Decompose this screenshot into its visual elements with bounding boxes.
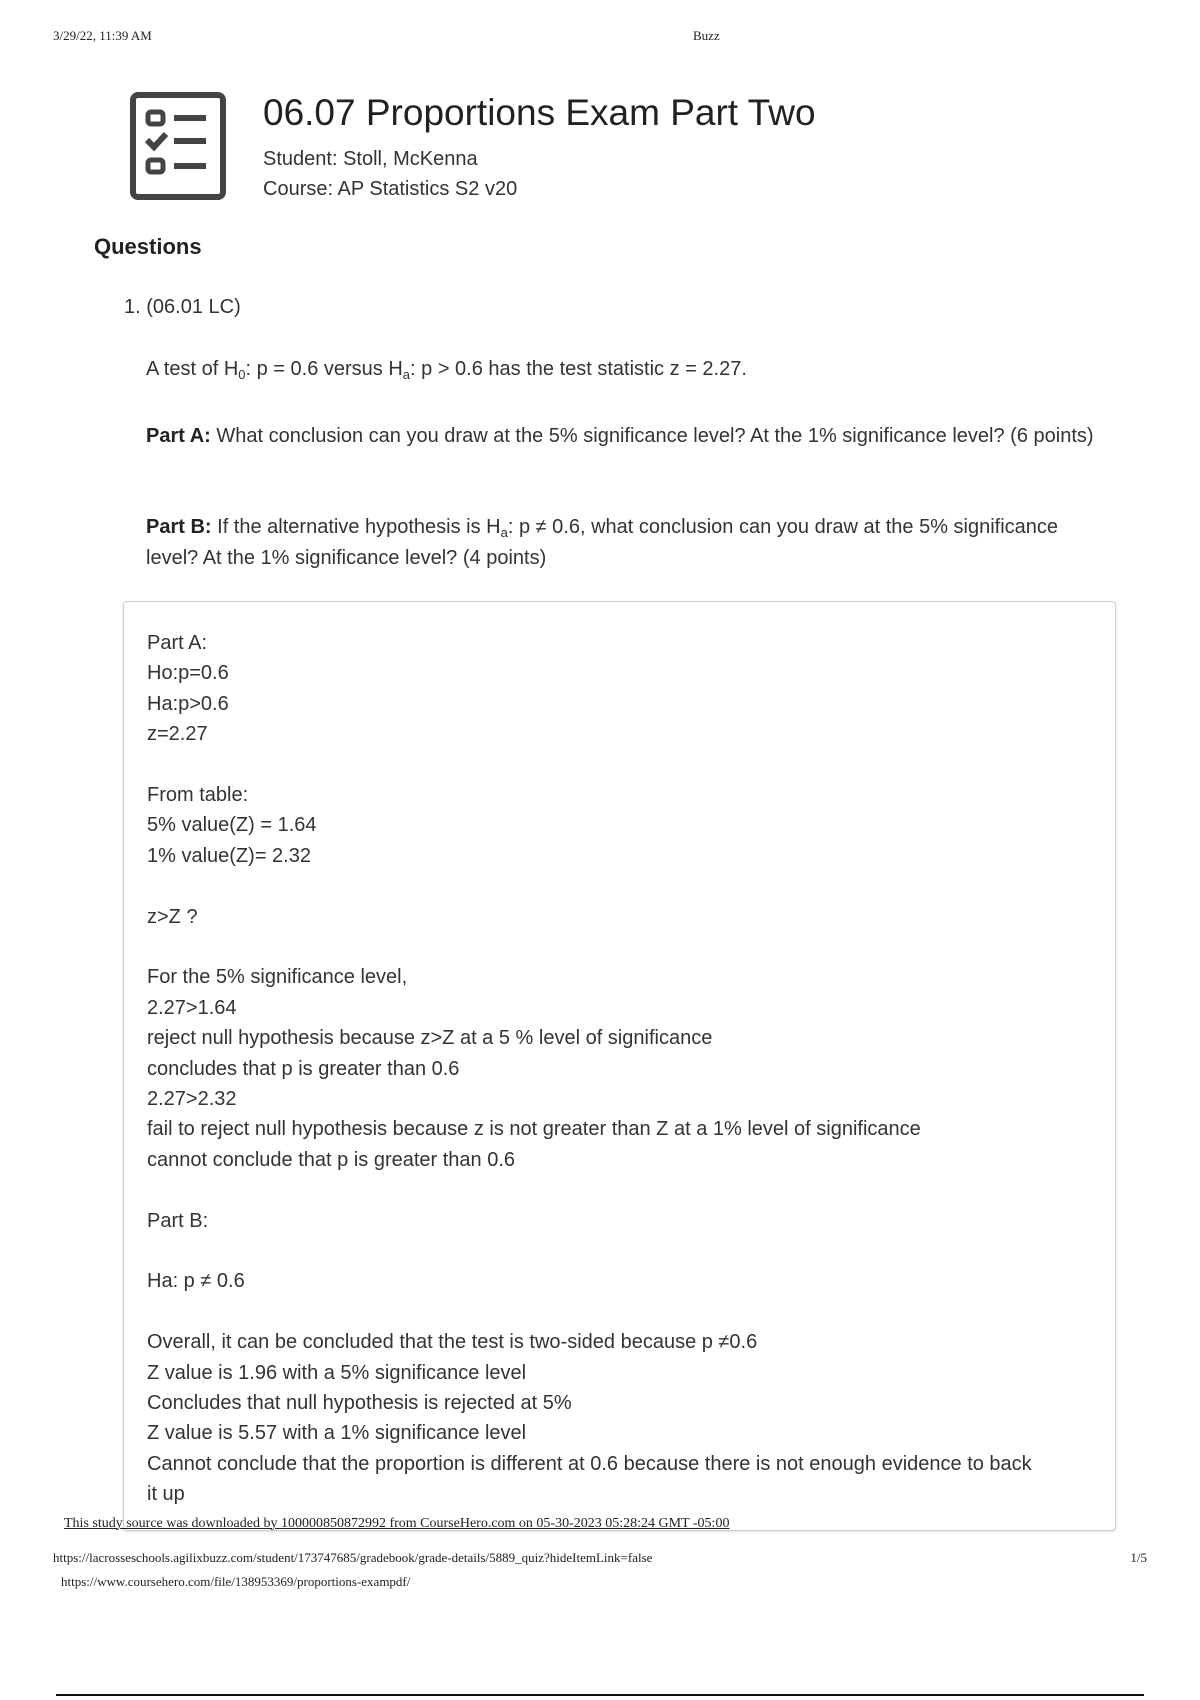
question-part-b — [146, 512, 1106, 574]
stem-sub-a: a — [402, 367, 411, 382]
answer-line: reject null hypothesis because z>Z at a 5 % level of significance — [147, 1027, 713, 1050]
course-label: Course: — [263, 178, 334, 200]
answer-line: Ha: p ≠ 0.6 — [147, 1270, 245, 1293]
answer-line: Cannot conclude that the proportion is different at 0.6 because there is not enough evidence to back — [147, 1452, 1032, 1475]
student-label: Student: — [263, 148, 338, 170]
answer-line: cannot conclude that p is greater than 0.6 — [147, 1148, 516, 1171]
question-stem — [146, 354, 1106, 385]
part-a-text: What conclusion can you draw at the 5% significance level? At the 1% significance level? (6 points) — [210, 425, 1094, 447]
checklist-icon — [130, 92, 226, 202]
part-b-sub-a: a — [500, 525, 508, 540]
answer-box — [123, 601, 1116, 1531]
answer-line: Part B: — [147, 1209, 209, 1232]
exam-title: 06.07 Proportions Exam Part Two — [263, 92, 816, 133]
student-name: Stoll, McKenna — [343, 148, 478, 170]
answer-line: 2.27>1.64 — [147, 996, 237, 1019]
question-part-a — [146, 421, 1106, 452]
print-header — [53, 28, 1147, 48]
answer-line: Ho:p=0.6 — [147, 662, 229, 685]
answer-line — [147, 1175, 1092, 1205]
download-watermark: This study source was downloaded by 100000850872992 from CourseHero.com on 05-30-2023 05:28:24 GMT -05:00 — [64, 1516, 730, 1531]
exam-meta — [263, 144, 517, 204]
answer-line: Overall, it can be concluded that the test is two-sided because p ≠0.6 — [147, 1331, 758, 1354]
stem-text-1: A test of H — [146, 358, 239, 380]
answer-line: 2.27>2.32 — [147, 1088, 237, 1111]
answer-line: From table: — [147, 784, 249, 807]
questions-heading: Questions — [94, 234, 202, 259]
student-row — [263, 144, 517, 174]
answer-line: Z value is 1.96 with a 5% significance level — [147, 1361, 527, 1384]
answer-line — [147, 750, 1092, 780]
course-name: AP Statistics S2 v20 — [337, 178, 518, 200]
answer-line: z>Z ? — [147, 905, 198, 928]
answer-text — [147, 628, 1092, 1510]
part-b-text-1: If the alternative hypothesis is H — [211, 516, 501, 538]
answer-line: Concludes that null hypothesis is rejected at 5% — [147, 1392, 572, 1415]
answer-line: concludes that p is greater than 0.6 — [147, 1057, 460, 1080]
source-url: https://www.coursehero.com/file/138953369/proportions-exampdf/ — [61, 1574, 411, 1589]
print-footer — [53, 1550, 1147, 1590]
answer-line: z=2.27 — [147, 723, 208, 746]
exam-header — [130, 92, 1140, 207]
answer-line: For the 5% significance level, — [147, 966, 408, 989]
print-page-title: Buzz — [693, 28, 720, 43]
part-b-text-2: : p ≠ 0.6, what conclusion can you draw at the 5% significance level? At the 1% significance level? (4 points) — [146, 516, 1059, 569]
answer-line — [147, 871, 1092, 901]
question-number: 1. (06.01 LC) — [124, 296, 241, 318]
answer-line — [147, 1297, 1092, 1327]
answer-line — [147, 932, 1092, 962]
part-a-label: Part A: — [146, 425, 211, 447]
stem-text-3: : p > 0.6 has the test statistic z = 2.27. — [410, 358, 747, 380]
answer-line: 1% value(Z)= 2.32 — [147, 844, 311, 867]
answer-line: Z value is 5.57 with a 1% significance level — [147, 1422, 527, 1445]
print-date: 3/29/22, 11:39 AM — [53, 28, 152, 43]
answer-line: 5% value(Z) = 1.64 — [147, 814, 317, 837]
answer-line: fail to reject null hypothesis because z is not greater than Z at a 1% level of significance — [147, 1118, 921, 1141]
print-url: https://lacrosseschools.agilixbuzz.com/student/173747685/gradebook/grade-details/5889_quiz?hideItemLink=false — [53, 1550, 653, 1565]
answer-line: Part A: — [147, 632, 208, 654]
course-row — [263, 174, 517, 204]
answer-line: Ha:p>0.6 — [147, 692, 229, 715]
bottom-rule — [56, 1694, 1144, 1696]
answer-line: it up — [147, 1483, 185, 1506]
page-number: 1/5 — [1130, 1550, 1147, 1565]
part-b-label: Part B: — [146, 516, 212, 538]
stem-sub-0: 0 — [238, 367, 246, 382]
stem-text-2: : p = 0.6 versus H — [245, 358, 403, 380]
answer-line — [147, 1236, 1092, 1266]
